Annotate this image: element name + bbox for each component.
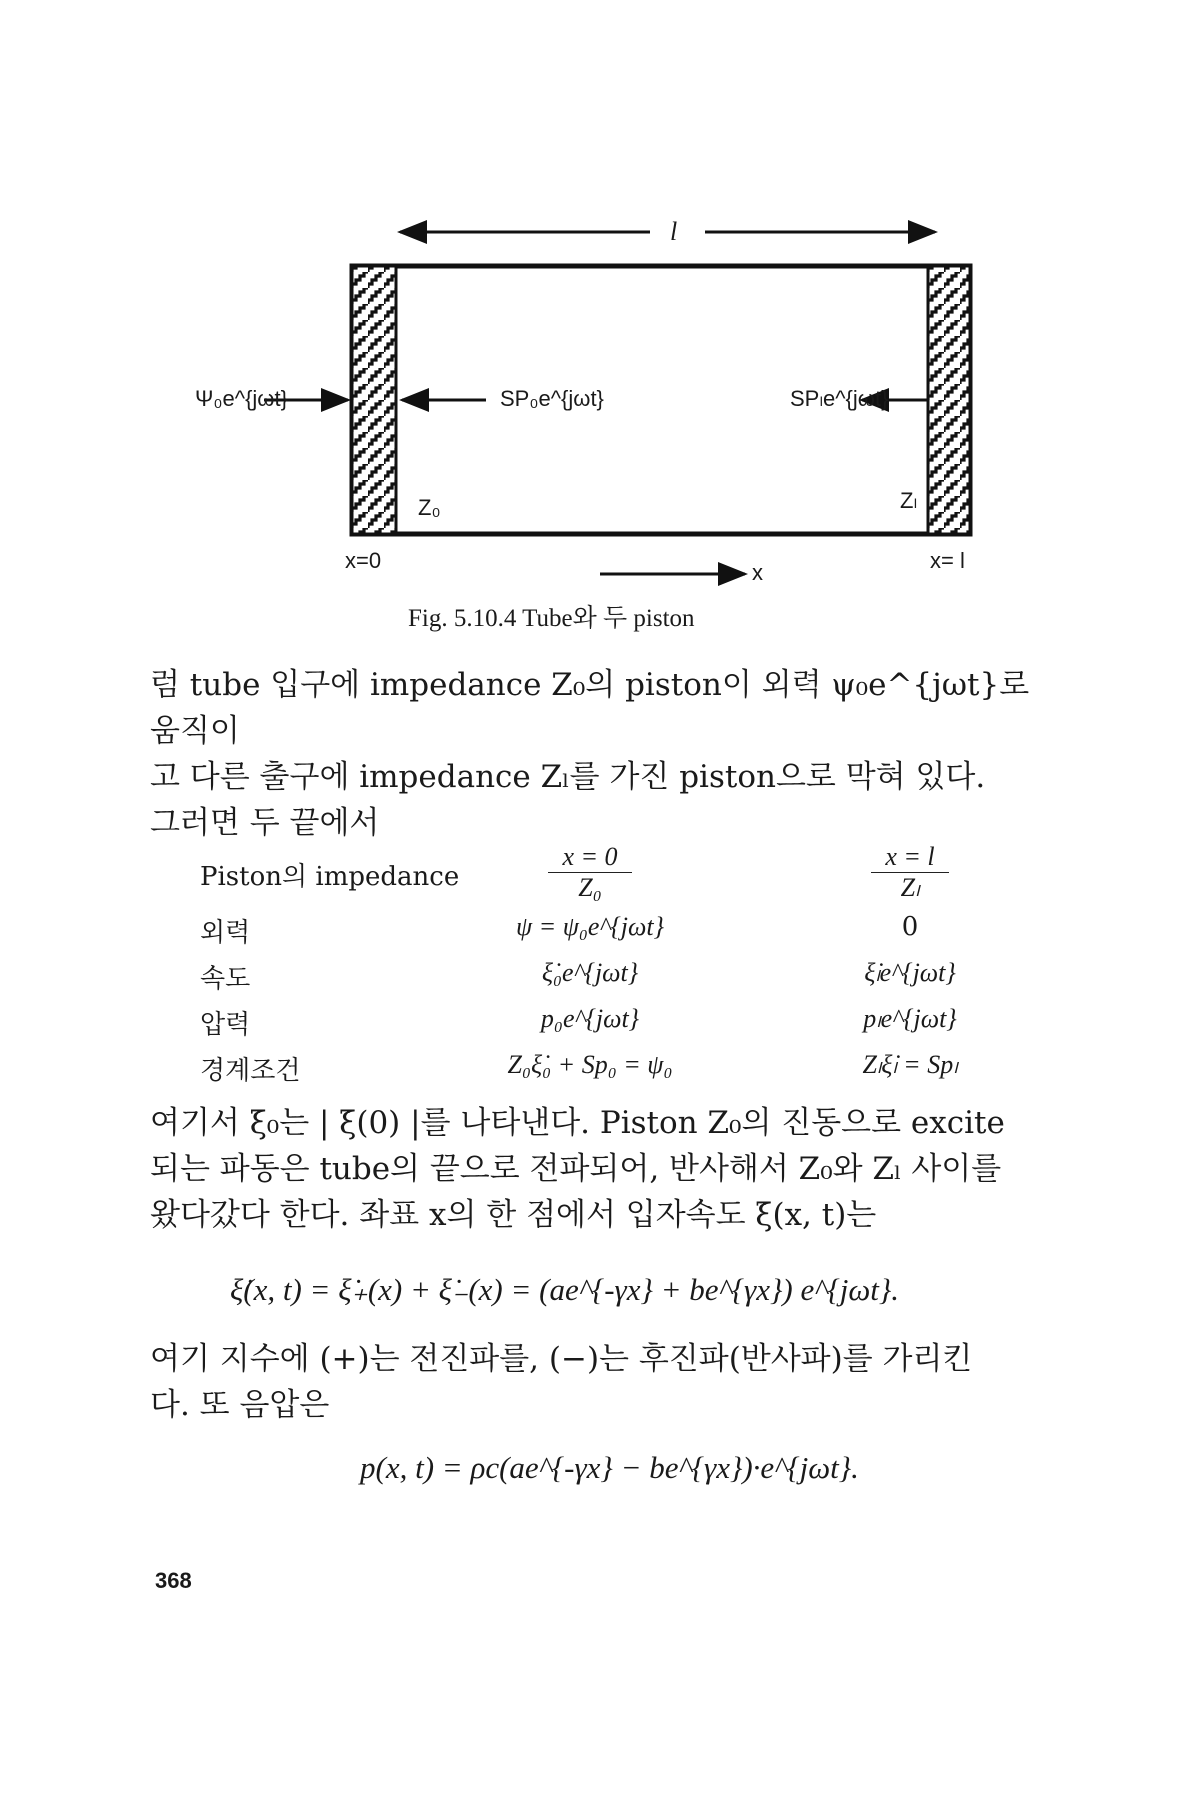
header-xl-den: Zₗ [900, 873, 920, 902]
length-label: l [670, 217, 678, 246]
header-x0-den: Z₀ [578, 873, 602, 902]
tube-figure [0, 0, 1200, 640]
zl-label: Zₗ [900, 488, 918, 513]
table-row [0, 1050, 1200, 1094]
header-label: Piston의 impedance [200, 862, 460, 892]
header-xl-num: x = l [871, 842, 948, 873]
page-number: 368 [155, 1568, 192, 1593]
table-header [0, 842, 1200, 904]
piston-left [352, 266, 396, 534]
row-label: 속도 [200, 964, 251, 994]
row-xl-value: ξ̇ₗe^{jωt} [864, 958, 956, 987]
row-x0-value: Z₀ξ̇₀ + Sp₀ = ψ₀ [507, 1050, 673, 1079]
paragraph-explanation-line2: 되는 파동은 tube의 끝으로 전파되어, 반사해서 Z₀와 Zₗ 사이를 [150, 1151, 1002, 1187]
table-row [0, 912, 1200, 956]
xl-label: x= l [930, 548, 965, 573]
row-x0-value: p₀e^{jωt} [540, 1004, 640, 1033]
paragraph-intro [150, 662, 1050, 846]
paragraph-direction-line2: 다. 또 음압은 [150, 1387, 330, 1423]
table-row [0, 958, 1200, 1002]
row-label: 압력 [200, 1010, 251, 1040]
equation-velocity: ξ̇(x, t) = ξ̇₊(x) + ξ̇₋(x) = (ae^{-γx} + be^{γx}) e^{jωt}. [230, 1272, 899, 1307]
paragraph-intro-line1: 럼 tube 입구에 impedance Z₀의 piston이 외력 ψ₀e^{jωt}로 움직이 [150, 667, 1030, 749]
x-axis-label: x [752, 560, 763, 585]
row-xl-value: 0 [901, 912, 919, 942]
paragraph-intro-line3: 그러면 두 끝에서 [150, 805, 380, 841]
row-label: 경계조건 [200, 1056, 301, 1086]
header-xl [780, 842, 1040, 903]
paragraph-direction-line1: 여기 지수에 (+)는 전진파를, (−)는 후진파(반사파)를 가리킨 [150, 1341, 973, 1377]
paragraph-intro-line2: 고 다른 출구에 impedance Zₗ를 가진 piston으로 막혀 있다. [150, 759, 986, 795]
row-xl-value: Zₗξ̇ₗ = Spₗ [862, 1050, 958, 1079]
table-row [0, 1004, 1200, 1048]
psi-label: Ψ₀e^{jωt} [195, 386, 288, 411]
sp0-label: SP₀e^{jωt} [500, 386, 604, 411]
x0-label: x=0 [345, 548, 382, 573]
header-x0 [440, 842, 740, 903]
row-x0-value: ξ̇₀e^{jωt} [541, 958, 639, 987]
paragraph-direction [150, 1336, 1050, 1428]
header-x0-num: x = 0 [548, 842, 631, 873]
piston-right [928, 266, 970, 534]
z0-label: Z₀ [418, 495, 441, 520]
paragraph-explanation-line3: 왔다갔다 한다. 좌표 x의 한 점에서 입자속도 ξ̇(x, t)는 [150, 1197, 877, 1233]
row-label: 외력 [200, 918, 251, 948]
row-x0-value: ψ = ψ₀e^{jωt} [516, 912, 664, 941]
paragraph-explanation-line1: 여기서 ξ̇₀는 | ξ̇(0) |를 나타낸다. Piston Z₀의 진동으로 excite [150, 1105, 1005, 1141]
paragraph-explanation [150, 1100, 1050, 1238]
equation-pressure: p(x, t) = ρc(ae^{-γx} − be^{γx})·e^{jωt}. [360, 1450, 859, 1485]
figure-caption: Fig. 5.10.4 Tube와 두 piston [408, 605, 695, 632]
row-xl-value: pₗe^{jωt} [863, 1004, 957, 1033]
spl-label: SPₗe^{jωt} [790, 386, 889, 411]
